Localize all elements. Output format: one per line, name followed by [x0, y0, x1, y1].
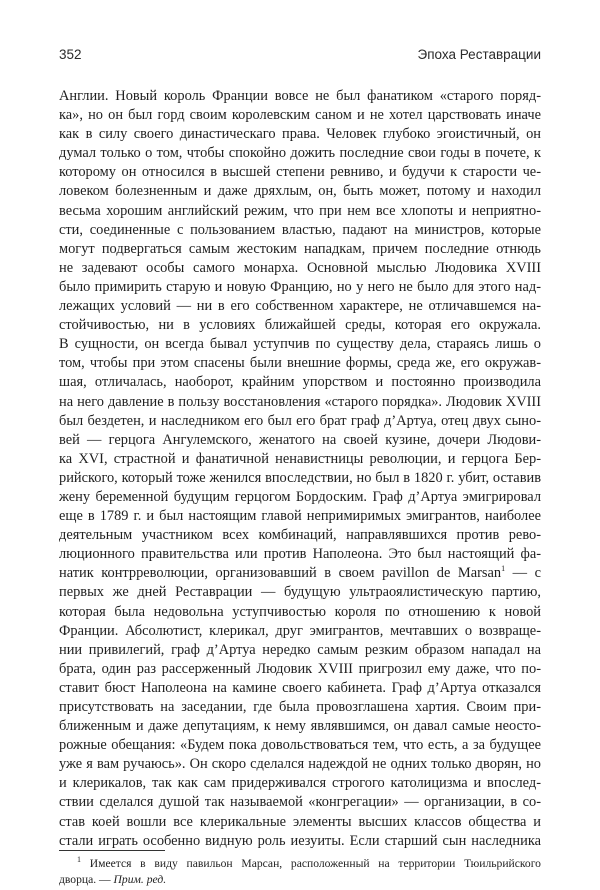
text-line: могут подвергаться самым жестоким нападкам, причем последние отнюдь [59, 240, 541, 257]
text-segment: натик контрреволюции, организовавший в своем pavillon de Marsan [59, 565, 502, 582]
text-line: рожные обещания: «Будем пока довольствоваться тем, что есть, а за будущее [59, 737, 541, 754]
text-line: думал только о том, чтобы спокойно дожить последние свои годы в почете, к [59, 145, 541, 162]
text-line: на него давление в пользу восстановления «старого порядка». Людовик XVIII [59, 393, 541, 410]
text-line: присутствовать на заседании, где была провозглашена хартия. Своим при- [59, 699, 541, 715]
running-title: Эпоха Реставрации [417, 47, 541, 62]
text-line: том, чтобы при этом спасены были внешние формы, среда же, его окружав- [59, 355, 541, 372]
text-line: которому он относился в высшей степени ревниво, и будучи к старости че- [59, 164, 541, 181]
text-line: не задевают особы самого монарха. Основной мыслью Людовика XVIII [59, 259, 541, 276]
footnote [59, 856, 541, 888]
text-line: первых же дней Реставрации — будущую ультраоялистическую партию, [59, 584, 541, 601]
body-text [59, 87, 541, 851]
page-number: 352 [59, 47, 82, 62]
text-line: деятельным участником всех комбинаций, направлявшихся против рево- [59, 527, 541, 544]
text-line: В сущности, он всегда бывал уступчив по существу дела, стараясь лишь о [59, 336, 541, 353]
text-line: став коей вошли все клерикальные элементы высших классов общества и [59, 813, 541, 830]
text-line: лежащих условий — ни в его собственном характере, не отличавшемся на- [59, 298, 541, 315]
text-line: как в силу своего династическаго права. Человек глубоко эгоистичный, он [59, 126, 541, 143]
text-line: ловеком болезненным и даже дряхлым, он, быть может, потому и находил [59, 183, 541, 200]
editor-note: Прим. ред. [113, 873, 167, 886]
text-line: Англии. Новый король Франции вовсе не был фанатиком «старого поряд- [59, 88, 541, 104]
text-line: сти, соединенные с пользованием властью, падают на министров, которые [59, 221, 541, 238]
footnote-text: дворца. — [59, 873, 114, 886]
text-line: ближенным и даже депутациям, к нему являвшимся, он давал самые неосто- [59, 718, 541, 735]
text-line: и клерикалов, так как сам придерживался строгого католицизма и впослед- [59, 775, 541, 792]
text-line: весьма хорошим английский режим, что при нем все хлопоты и неприятно- [59, 202, 541, 219]
text-line: стойчивостью, ни в условиях ближайшей среды, которая его окружала. [59, 317, 541, 334]
footnote-divider [59, 850, 165, 851]
text-line: ка XVI, страстной и фанатичной ненавистницы революции, и герцога Бер- [59, 450, 541, 467]
text-line: которая была недовольна уступчивостью короля по отношению к новой [59, 603, 541, 620]
footnote-marker: 1 [77, 856, 81, 865]
text-line: рийского, который тоже женился впоследствии, но был в 1820 г. убит, оставив [59, 469, 541, 486]
text-line: было примирить старую и новую Францию, но у него не было для этого над- [59, 278, 541, 295]
text-line: еще в 1789 г. и был настоящим главой непримиримых эмигрантов, наиболее [59, 508, 541, 525]
footnote-reference[interactable]: 1 [501, 564, 506, 574]
text-line: стали играть особенно видную роль иезуиты. Если старший сын наследника [59, 832, 541, 849]
text-segment: — с [505, 565, 541, 582]
footnote-line [59, 856, 541, 872]
footnote-text: Имеется в виду павильон Марсан, расположенный на территории Тюильрийского [89, 857, 541, 870]
text-line: ставит бюст Наполеона на камине своего кабинета. Граф д’Артуа отказался [59, 679, 541, 696]
text-line: Франции. Абсолютист, клерикал, друг эмигрантов, мечтавших о возвраще- [59, 622, 541, 639]
text-line: уже я вам ручаюсь». Он скоро сделался надеждой не одних только дворян, но [59, 756, 541, 773]
text-line: был бездетен, и наследником его был его брат граф д’Артуа, отец двух сыно- [59, 412, 541, 429]
text-line-with-footnote [59, 564, 541, 583]
text-line: брата, один раз рассерженный Людовик XVIII пригрозил ему даже, что по- [59, 660, 541, 677]
text-line: шая, отличалась, наоборот, крайним упорством и постоянно производила [59, 374, 541, 391]
text-line: жену беременной будущим герцогом Бордоским. Граф д’Артуа эмигрировал [59, 488, 541, 505]
page-header [59, 47, 541, 67]
text-line: нии привилегий, граф д’Артуа нередко самым резким образом нападал на [59, 641, 541, 658]
text-line: люционного правительства или против Наполеона. Это был настоящий фа- [59, 546, 541, 563]
text-line: ствии сделался душой так называемой «конгрегации» — организации, в со- [59, 794, 541, 811]
text-line: ка», но он был горд своим королевским саном и не хотел царствовать иначе [59, 107, 541, 124]
footnote-line [59, 872, 541, 888]
text-line: вей — герцога Ангулемского, женатого на своей кузине, дочери Людови- [59, 431, 541, 448]
